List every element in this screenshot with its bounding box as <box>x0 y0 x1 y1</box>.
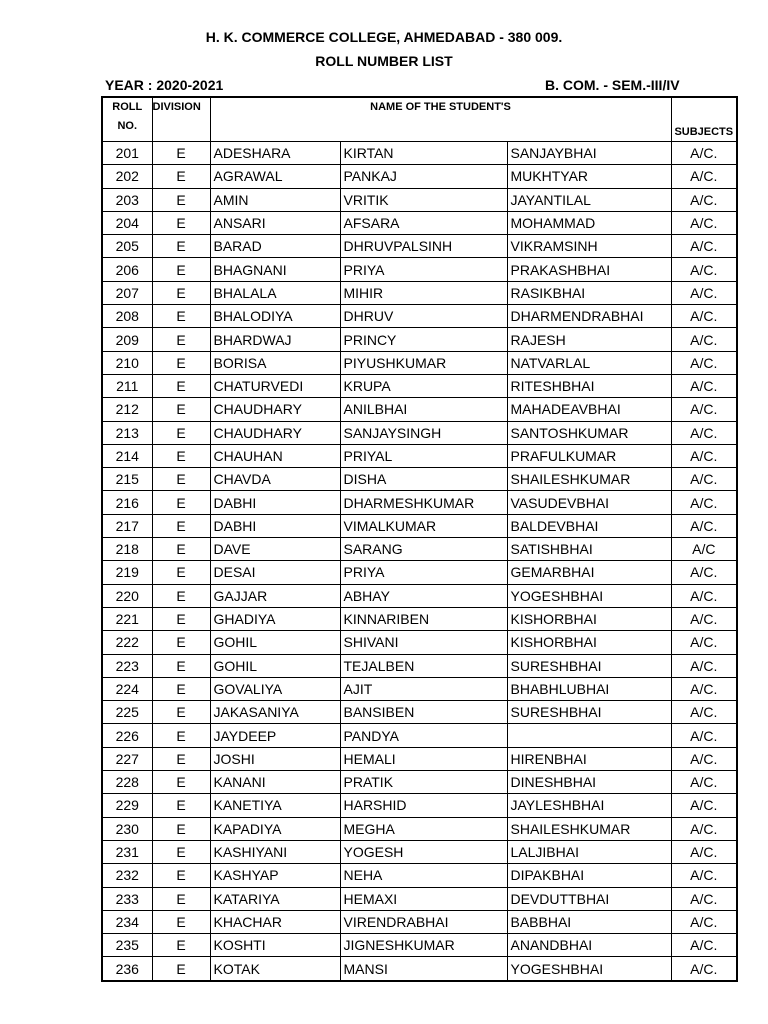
table-row <box>102 677 737 700</box>
table-row <box>102 142 737 165</box>
division-cell: E <box>152 957 210 981</box>
father-name-cell: PRAKASHBHAI <box>507 258 671 281</box>
roll-number-cell: 224 <box>102 677 152 700</box>
roll-header-line1: ROLL <box>112 101 143 113</box>
subject-cell: A/C. <box>671 677 737 700</box>
table-row <box>102 654 737 677</box>
table-row <box>102 747 737 770</box>
roll-number-cell: 221 <box>102 607 152 630</box>
surname-cell: ANSARI <box>210 211 340 234</box>
roll-number-cell: 225 <box>102 701 152 724</box>
father-name-cell: BALDEVBHAI <box>507 514 671 537</box>
list-title: ROLL NUMBER LIST <box>315 53 453 69</box>
division-cell: E <box>152 468 210 491</box>
roll-number-cell: 235 <box>102 934 152 957</box>
table-row <box>102 910 737 933</box>
subject-cell: A/C. <box>671 514 737 537</box>
father-name-cell: GEMARBHAI <box>507 561 671 584</box>
table-row <box>102 701 737 724</box>
roll-number-cell: 231 <box>102 840 152 863</box>
division-cell: E <box>152 747 210 770</box>
surname-cell: KASHIYANI <box>210 840 340 863</box>
division-cell: E <box>152 351 210 374</box>
table-row <box>102 188 737 211</box>
division-cell: E <box>152 258 210 281</box>
father-name-cell: BABBHAI <box>507 910 671 933</box>
division-cell: E <box>152 677 210 700</box>
roll-number-cell: 219 <box>102 561 152 584</box>
first-name-cell: VIMALKUMAR <box>340 514 507 537</box>
table-row <box>102 934 737 957</box>
surname-cell: GOHIL <box>210 654 340 677</box>
father-name-cell: PRAFULKUMAR <box>507 444 671 467</box>
roll-header-line2: NO. <box>117 120 138 132</box>
division-cell: E <box>152 864 210 887</box>
subject-cell: A/C. <box>671 188 737 211</box>
subject-cell: A/C. <box>671 235 737 258</box>
subject-cell: A/C. <box>671 910 737 933</box>
table-row <box>102 165 737 188</box>
table-row <box>102 374 737 397</box>
roll-number-cell: 229 <box>102 794 152 817</box>
division-cell: E <box>152 910 210 933</box>
roll-number-cell: 223 <box>102 654 152 677</box>
surname-cell: GHADIYA <box>210 607 340 630</box>
first-name-cell: KINNARIBEN <box>340 607 507 630</box>
course-name: B. COM. - SEM.-III/IV <box>545 77 680 93</box>
roll-number-cell: 208 <box>102 305 152 328</box>
roll-number-cell: 202 <box>102 165 152 188</box>
column-header-name: NAME OF THE STUDENT'S <box>210 97 671 142</box>
table-row <box>102 607 737 630</box>
division-cell: E <box>152 398 210 421</box>
surname-cell: KANETIYA <box>210 794 340 817</box>
first-name-cell: TEJALBEN <box>340 654 507 677</box>
table-row <box>102 421 737 444</box>
surname-cell: CHAUDHARY <box>210 421 340 444</box>
surname-cell: CHAVDA <box>210 468 340 491</box>
first-name-cell: AJIT <box>340 677 507 700</box>
division-cell: E <box>152 165 210 188</box>
division-cell: E <box>152 724 210 747</box>
division-cell: E <box>152 211 210 234</box>
father-name-cell: JAYANTILAL <box>507 188 671 211</box>
first-name-cell: PRIYA <box>340 561 507 584</box>
subject-cell: A/C. <box>671 771 737 794</box>
first-name-cell: JIGNESHKUMAR <box>340 934 507 957</box>
subject-cell: A/C. <box>671 142 737 165</box>
roll-number-cell: 228 <box>102 771 152 794</box>
subject-cell: A/C. <box>671 701 737 724</box>
roll-number-cell: 210 <box>102 351 152 374</box>
table-row <box>102 258 737 281</box>
father-name-cell: VIKRAMSINH <box>507 235 671 258</box>
roll-number-cell: 215 <box>102 468 152 491</box>
roll-number-cell: 212 <box>102 398 152 421</box>
father-name-cell: DHARMENDRABHAI <box>507 305 671 328</box>
subject-cell: A/C. <box>671 468 737 491</box>
roll-number-cell: 217 <box>102 514 152 537</box>
surname-cell: ADESHARA <box>210 142 340 165</box>
division-cell: E <box>152 514 210 537</box>
first-name-cell: SHIVANI <box>340 631 507 654</box>
subject-cell: A/C. <box>671 328 737 351</box>
surname-cell: CHAUDHARY <box>210 398 340 421</box>
roll-number-cell: 234 <box>102 910 152 933</box>
father-name-cell: JAYLESHBHAI <box>507 794 671 817</box>
roll-number-cell: 207 <box>102 281 152 304</box>
father-name-cell: MOHAMMAD <box>507 211 671 234</box>
first-name-cell: BANSIBEN <box>340 701 507 724</box>
table-header-row <box>102 97 737 142</box>
father-name-cell: SURESHBHAI <box>507 654 671 677</box>
table-row <box>102 957 737 981</box>
subject-cell: A/C. <box>671 724 737 747</box>
subject-cell: A/C. <box>671 165 737 188</box>
table-row <box>102 468 737 491</box>
first-name-cell: HEMAXI <box>340 887 507 910</box>
father-name-cell: SHAILESHKUMAR <box>507 468 671 491</box>
table-row <box>102 281 737 304</box>
subject-cell: A/C. <box>671 957 737 981</box>
first-name-cell: SARANG <box>340 538 507 561</box>
surname-cell: KASHYAP <box>210 864 340 887</box>
table-row <box>102 398 737 421</box>
surname-cell: BHALALA <box>210 281 340 304</box>
subject-cell: A/C. <box>671 351 737 374</box>
table-row <box>102 840 737 863</box>
table-row <box>102 328 737 351</box>
division-cell: E <box>152 771 210 794</box>
roll-number-cell: 227 <box>102 747 152 770</box>
surname-cell: BHAGNANI <box>210 258 340 281</box>
roll-number-cell: 230 <box>102 817 152 840</box>
first-name-cell: PRIYAL <box>340 444 507 467</box>
table-row <box>102 864 737 887</box>
surname-cell: JAKASANIYA <box>210 701 340 724</box>
first-name-cell: AFSARA <box>340 211 507 234</box>
first-name-cell: HARSHID <box>340 794 507 817</box>
father-name-cell: ANANDBHAI <box>507 934 671 957</box>
father-name-cell: SATISHBHAI <box>507 538 671 561</box>
table-row <box>102 561 737 584</box>
division-cell: E <box>152 934 210 957</box>
father-name-cell: HIRENBHAI <box>507 747 671 770</box>
first-name-cell: MIHIR <box>340 281 507 304</box>
division-cell: E <box>152 328 210 351</box>
subject-cell: A/C. <box>671 934 737 957</box>
table-row <box>102 305 737 328</box>
roll-number-cell: 232 <box>102 864 152 887</box>
father-name-cell: SANTOSHKUMAR <box>507 421 671 444</box>
roll-number-cell: 201 <box>102 142 152 165</box>
subject-cell: A/C. <box>671 305 737 328</box>
first-name-cell: PRIYA <box>340 258 507 281</box>
father-name-cell: DIPAKBHAI <box>507 864 671 887</box>
father-name-cell: RITESHBHAI <box>507 374 671 397</box>
father-name-cell: LALJIBHAI <box>507 840 671 863</box>
first-name-cell: VRITIK <box>340 188 507 211</box>
division-cell: E <box>152 561 210 584</box>
division-cell: E <box>152 794 210 817</box>
subject-cell: A/C. <box>671 281 737 304</box>
father-name-cell: KISHORBHAI <box>507 631 671 654</box>
subject-cell: A/C. <box>671 817 737 840</box>
roll-number-cell: 222 <box>102 631 152 654</box>
subject-cell: A/C. <box>671 444 737 467</box>
surname-cell: BARAD <box>210 235 340 258</box>
subject-cell: A/C. <box>671 631 737 654</box>
father-name-cell: KISHORBHAI <box>507 607 671 630</box>
table-row <box>102 444 737 467</box>
surname-cell: KATARIYA <box>210 887 340 910</box>
subject-cell: A/C. <box>671 211 737 234</box>
table-body <box>102 142 737 981</box>
roll-number-cell: 209 <box>102 328 152 351</box>
table-row <box>102 351 737 374</box>
table-row <box>102 491 737 514</box>
surname-cell: KOSHTI <box>210 934 340 957</box>
subject-cell: A/C. <box>671 561 737 584</box>
subject-cell: A/C. <box>671 491 737 514</box>
subject-cell: A/C. <box>671 794 737 817</box>
father-name-cell: MAHADEAVBHAI <box>507 398 671 421</box>
surname-cell: GOHIL <box>210 631 340 654</box>
subject-cell: A/C. <box>671 840 737 863</box>
division-cell: E <box>152 607 210 630</box>
father-name-cell: BHABHLUBHAI <box>507 677 671 700</box>
first-name-cell: NEHA <box>340 864 507 887</box>
first-name-cell: DHRUVPALSINH <box>340 235 507 258</box>
division-cell: E <box>152 142 210 165</box>
subject-cell: A/C. <box>671 374 737 397</box>
first-name-cell: SANJAYSINGH <box>340 421 507 444</box>
first-name-cell: HEMALI <box>340 747 507 770</box>
division-cell: E <box>152 374 210 397</box>
division-cell: E <box>152 538 210 561</box>
surname-cell: DABHI <box>210 491 340 514</box>
division-cell: E <box>152 584 210 607</box>
roll-number-cell: 206 <box>102 258 152 281</box>
roll-number-cell: 220 <box>102 584 152 607</box>
column-header-division: DIVISION <box>152 97 210 142</box>
surname-cell: GAJJAR <box>210 584 340 607</box>
surname-cell: JAYDEEP <box>210 724 340 747</box>
division-cell: E <box>152 281 210 304</box>
surname-cell: DESAI <box>210 561 340 584</box>
father-name-cell: RASIKBHAI <box>507 281 671 304</box>
roll-number-table <box>101 96 738 982</box>
father-name-cell <box>507 724 671 747</box>
father-name-cell: SHAILESHKUMAR <box>507 817 671 840</box>
surname-cell: BHALODIYA <box>210 305 340 328</box>
father-name-cell: VASUDEVBHAI <box>507 491 671 514</box>
father-name-cell: SANJAYBHAI <box>507 142 671 165</box>
surname-cell: GOVALIYA <box>210 677 340 700</box>
first-name-cell: PIYUSHKUMAR <box>340 351 507 374</box>
first-name-cell: PRINCY <box>340 328 507 351</box>
father-name-cell: RAJESH <box>507 328 671 351</box>
column-header-subjects: SUBJECTS <box>671 97 737 142</box>
subject-cell: A/C. <box>671 887 737 910</box>
first-name-cell: DHRUV <box>340 305 507 328</box>
surname-cell: KANANI <box>210 771 340 794</box>
subject-cell: A/C. <box>671 864 737 887</box>
table-row <box>102 631 737 654</box>
surname-cell: BORISA <box>210 351 340 374</box>
father-name-cell: DEVDUTTBHAI <box>507 887 671 910</box>
subject-cell: A/C. <box>671 398 737 421</box>
first-name-cell: DISHA <box>340 468 507 491</box>
subject-cell: A/C. <box>671 607 737 630</box>
father-name-cell: MUKHTYAR <box>507 165 671 188</box>
roll-number-cell: 233 <box>102 887 152 910</box>
table-row <box>102 235 737 258</box>
surname-cell: CHATURVEDI <box>210 374 340 397</box>
table-row <box>102 514 737 537</box>
first-name-cell: MEGHA <box>340 817 507 840</box>
surname-cell: CHAUHAN <box>210 444 340 467</box>
division-cell: E <box>152 701 210 724</box>
division-cell: E <box>152 654 210 677</box>
surname-cell: DAVE <box>210 538 340 561</box>
table-row <box>102 538 737 561</box>
roll-number-cell: 214 <box>102 444 152 467</box>
surname-cell: JOSHI <box>210 747 340 770</box>
table-row <box>102 817 737 840</box>
division-cell: E <box>152 188 210 211</box>
roll-number-cell: 204 <box>102 211 152 234</box>
surname-cell: KHACHAR <box>210 910 340 933</box>
subject-cell: A/C <box>671 538 737 561</box>
division-cell: E <box>152 444 210 467</box>
subject-cell: A/C. <box>671 258 737 281</box>
father-name-cell: NATVARLAL <box>507 351 671 374</box>
surname-cell: AGRAWAL <box>210 165 340 188</box>
first-name-cell: KIRTAN <box>340 142 507 165</box>
division-cell: E <box>152 817 210 840</box>
division-cell: E <box>152 421 210 444</box>
table-row <box>102 724 737 747</box>
subject-cell: A/C. <box>671 747 737 770</box>
first-name-cell: ANILBHAI <box>340 398 507 421</box>
division-cell: E <box>152 887 210 910</box>
first-name-cell: MANSI <box>340 957 507 981</box>
first-name-cell: PANDYA <box>340 724 507 747</box>
first-name-cell: PANKAJ <box>340 165 507 188</box>
surname-cell: BHARDWAJ <box>210 328 340 351</box>
roll-number-cell: 211 <box>102 374 152 397</box>
table-row <box>102 771 737 794</box>
subject-cell: A/C. <box>671 654 737 677</box>
first-name-cell: ABHAY <box>340 584 507 607</box>
father-name-cell: DINESHBHAI <box>507 771 671 794</box>
college-title: H. K. COMMERCE COLLEGE, AHMEDABAD - 380 009. <box>205 29 563 45</box>
division-cell: E <box>152 305 210 328</box>
roll-number-cell: 205 <box>102 235 152 258</box>
surname-cell: KOTAK <box>210 957 340 981</box>
father-name-cell: YOGESHBHAI <box>507 957 671 981</box>
subject-cell: A/C. <box>671 584 737 607</box>
academic-year: YEAR : 2020-2021 <box>105 77 224 93</box>
first-name-cell: DHARMESHKUMAR <box>340 491 507 514</box>
first-name-cell: KRUPA <box>340 374 507 397</box>
roll-number-cell: 213 <box>102 421 152 444</box>
first-name-cell: PRATIK <box>340 771 507 794</box>
table-row <box>102 584 737 607</box>
table-row <box>102 887 737 910</box>
division-cell: E <box>152 235 210 258</box>
roll-number-cell: 216 <box>102 491 152 514</box>
division-cell: E <box>152 840 210 863</box>
division-cell: E <box>152 491 210 514</box>
division-cell: E <box>152 631 210 654</box>
surname-cell: DABHI <box>210 514 340 537</box>
roll-number-cell: 226 <box>102 724 152 747</box>
surname-cell: KAPADIYA <box>210 817 340 840</box>
father-name-cell: SURESHBHAI <box>507 701 671 724</box>
subject-cell: A/C. <box>671 421 737 444</box>
roll-number-cell: 236 <box>102 957 152 981</box>
surname-cell: AMIN <box>210 188 340 211</box>
table-row <box>102 794 737 817</box>
column-header-roll <box>102 97 152 142</box>
table-row <box>102 211 737 234</box>
roll-number-cell: 218 <box>102 538 152 561</box>
first-name-cell: YOGESH <box>340 840 507 863</box>
first-name-cell: VIRENDRABHAI <box>340 910 507 933</box>
father-name-cell: YOGESHBHAI <box>507 584 671 607</box>
roll-number-cell: 203 <box>102 188 152 211</box>
